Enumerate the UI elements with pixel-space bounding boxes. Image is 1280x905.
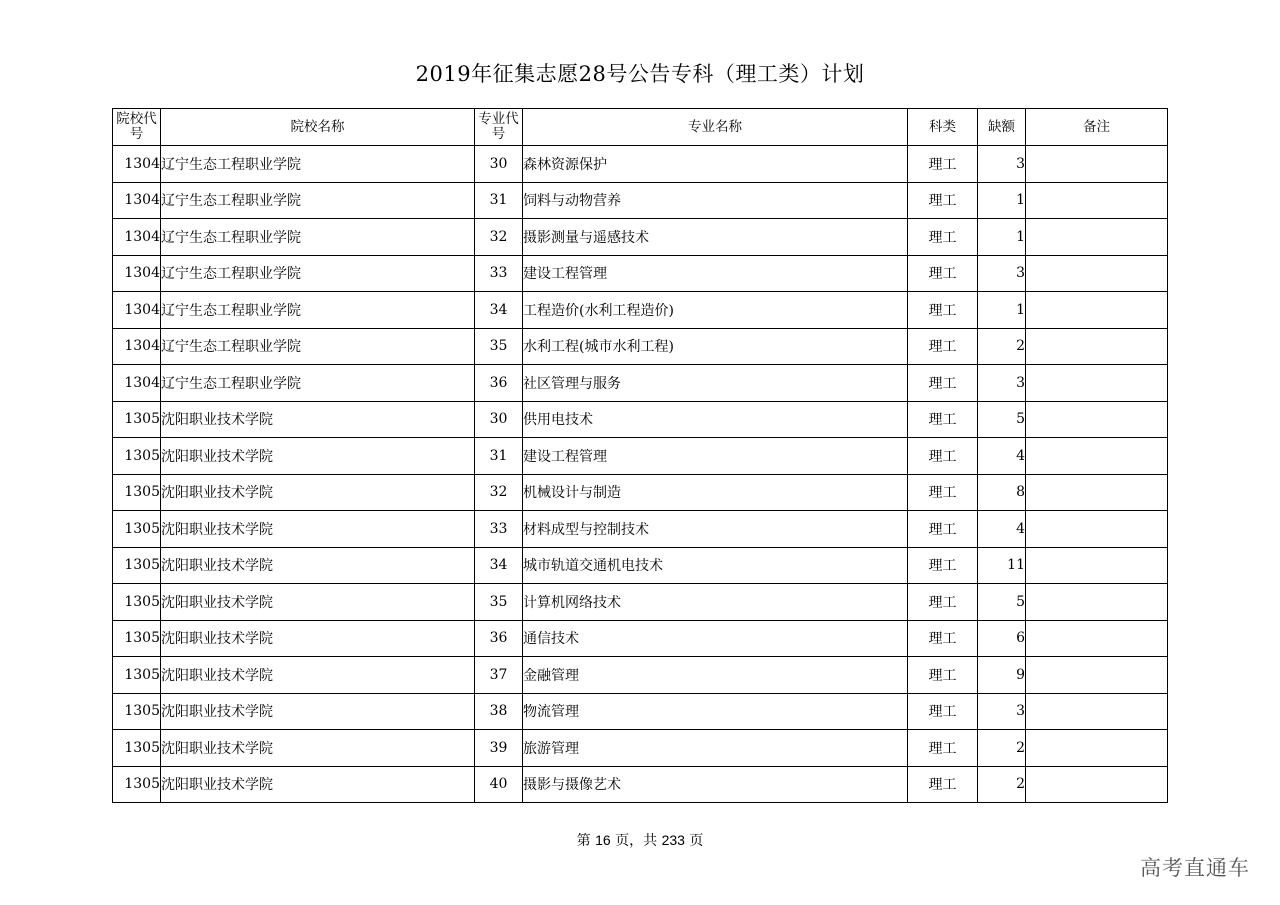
cell-school-code: 1305 — [113, 766, 161, 803]
cell-major-name: 旅游管理 — [523, 730, 908, 767]
cell-quota: 1 — [978, 219, 1026, 256]
cell-remark — [1026, 146, 1168, 183]
cell-major-code: 35 — [475, 328, 523, 365]
cell-school-code: 1304 — [113, 328, 161, 365]
table-row — [113, 474, 1168, 511]
cell-category: 理工 — [908, 620, 978, 657]
cell-major-code: 30 — [475, 146, 523, 183]
cell-school-name: 沈阳职业技术学院 — [161, 511, 475, 548]
cell-quota: 8 — [978, 474, 1026, 511]
cell-category: 理工 — [908, 219, 978, 256]
table-row — [113, 620, 1168, 657]
cell-remark — [1026, 365, 1168, 402]
cell-category: 理工 — [908, 657, 978, 694]
cell-category: 理工 — [908, 365, 978, 402]
cell-major-name: 城市轨道交通机电技术 — [523, 547, 908, 584]
cell-school-name: 沈阳职业技术学院 — [161, 584, 475, 621]
table-row — [113, 401, 1168, 438]
cell-major-code: 38 — [475, 693, 523, 730]
cell-remark — [1026, 620, 1168, 657]
cell-school-name: 辽宁生态工程职业学院 — [161, 219, 475, 256]
cell-school-code: 1305 — [113, 620, 161, 657]
cell-quota: 2 — [978, 730, 1026, 767]
cell-remark — [1026, 766, 1168, 803]
header-remark: 备注 — [1026, 109, 1168, 146]
cell-major-code: 33 — [475, 511, 523, 548]
cell-quota: 2 — [978, 766, 1026, 803]
table-row — [113, 219, 1168, 256]
cell-major-name: 建设工程管理 — [523, 255, 908, 292]
cell-quota: 1 — [978, 292, 1026, 329]
cell-school-code: 1305 — [113, 730, 161, 767]
page-mid: 页，共 — [615, 833, 658, 849]
cell-major-code: 40 — [475, 766, 523, 803]
cell-category: 理工 — [908, 766, 978, 803]
cell-major-code: 35 — [475, 584, 523, 621]
table-row — [113, 292, 1168, 329]
cell-major-code: 39 — [475, 730, 523, 767]
cell-school-name: 辽宁生态工程职业学院 — [161, 292, 475, 329]
cell-remark — [1026, 328, 1168, 365]
cell-school-name: 沈阳职业技术学院 — [161, 401, 475, 438]
table-row — [113, 584, 1168, 621]
total-pages-number: 233 — [661, 832, 685, 848]
cell-quota: 9 — [978, 657, 1026, 694]
cell-major-code: 30 — [475, 401, 523, 438]
header-category: 科类 — [908, 109, 978, 146]
cell-school-name: 沈阳职业技术学院 — [161, 438, 475, 475]
cell-school-name: 辽宁生态工程职业学院 — [161, 182, 475, 219]
cell-school-name: 辽宁生态工程职业学院 — [161, 365, 475, 402]
cell-school-code: 1305 — [113, 584, 161, 621]
cell-school-code: 1305 — [113, 657, 161, 694]
cell-school-code: 1305 — [113, 438, 161, 475]
cell-remark — [1026, 219, 1168, 256]
cell-category: 理工 — [908, 730, 978, 767]
cell-major-name: 金融管理 — [523, 657, 908, 694]
cell-category: 理工 — [908, 146, 978, 183]
cell-school-name: 沈阳职业技术学院 — [161, 766, 475, 803]
cell-school-name: 沈阳职业技术学院 — [161, 547, 475, 584]
cell-school-code: 1304 — [113, 146, 161, 183]
cell-major-code: 32 — [475, 219, 523, 256]
cell-major-name: 建设工程管理 — [523, 438, 908, 475]
cell-category: 理工 — [908, 693, 978, 730]
watermark-text: 高考直通车 — [1140, 856, 1250, 880]
cell-category: 理工 — [908, 255, 978, 292]
cell-school-code: 1305 — [113, 547, 161, 584]
document-title: 2019年征集志愿28号公告专科（理工类）计划 — [415, 62, 865, 86]
cell-school-name: 沈阳职业技术学院 — [161, 620, 475, 657]
header-quota: 缺额 — [978, 109, 1026, 146]
cell-category: 理工 — [908, 547, 978, 584]
cell-major-code: 34 — [475, 292, 523, 329]
table-row — [113, 255, 1168, 292]
cell-category: 理工 — [908, 182, 978, 219]
cell-school-name: 辽宁生态工程职业学院 — [161, 146, 475, 183]
cell-remark — [1026, 730, 1168, 767]
cell-school-code: 1304 — [113, 292, 161, 329]
cell-school-code: 1305 — [113, 474, 161, 511]
cell-major-code: 36 — [475, 620, 523, 657]
cell-major-name: 机械设计与制造 — [523, 474, 908, 511]
cell-school-name: 辽宁生态工程职业学院 — [161, 255, 475, 292]
cell-school-code: 1304 — [113, 255, 161, 292]
table-row — [113, 511, 1168, 548]
table-row — [113, 730, 1168, 767]
cell-quota: 5 — [978, 584, 1026, 621]
cell-major-code: 32 — [475, 474, 523, 511]
cell-quota: 5 — [978, 401, 1026, 438]
cell-category: 理工 — [908, 584, 978, 621]
cell-major-name: 供用电技术 — [523, 401, 908, 438]
cell-remark — [1026, 511, 1168, 548]
cell-major-code: 34 — [475, 547, 523, 584]
cell-quota: 3 — [978, 146, 1026, 183]
cell-major-name: 森林资源保护 — [523, 146, 908, 183]
cell-category: 理工 — [908, 292, 978, 329]
cell-quota: 4 — [978, 438, 1026, 475]
cell-quota: 6 — [978, 620, 1026, 657]
cell-major-code: 31 — [475, 438, 523, 475]
cell-quota: 4 — [978, 511, 1026, 548]
header-major-code: 专业代号 — [475, 109, 523, 146]
cell-school-name: 沈阳职业技术学院 — [161, 693, 475, 730]
header-school-name: 院校名称 — [161, 109, 475, 146]
cell-major-name: 社区管理与服务 — [523, 365, 908, 402]
page-footer — [0, 830, 1280, 850]
cell-category: 理工 — [908, 511, 978, 548]
table-row — [113, 438, 1168, 475]
cell-school-code: 1305 — [113, 511, 161, 548]
cell-remark — [1026, 438, 1168, 475]
cell-major-code: 37 — [475, 657, 523, 694]
cell-remark — [1026, 657, 1168, 694]
cell-major-code: 36 — [475, 365, 523, 402]
cell-major-name: 水利工程(城市水利工程) — [523, 328, 908, 365]
cell-quota: 11 — [978, 547, 1026, 584]
table-row — [113, 693, 1168, 730]
cell-category: 理工 — [908, 438, 978, 475]
cell-remark — [1026, 292, 1168, 329]
current-page-number: 16 — [595, 832, 611, 848]
table-row — [113, 365, 1168, 402]
cell-school-name: 沈阳职业技术学院 — [161, 730, 475, 767]
cell-remark — [1026, 693, 1168, 730]
cell-remark — [1026, 474, 1168, 511]
enrollment-plan-table — [112, 108, 1168, 803]
cell-school-name: 沈阳职业技术学院 — [161, 474, 475, 511]
cell-major-name: 摄影测量与遥感技术 — [523, 219, 908, 256]
cell-remark — [1026, 547, 1168, 584]
table-row — [113, 328, 1168, 365]
cell-school-code: 1304 — [113, 182, 161, 219]
cell-school-code: 1304 — [113, 219, 161, 256]
table-row — [113, 547, 1168, 584]
cell-major-name: 通信技术 — [523, 620, 908, 657]
cell-major-name: 材料成型与控制技术 — [523, 511, 908, 548]
header-major-name: 专业名称 — [523, 109, 908, 146]
cell-major-name: 工程造价(水利工程造价) — [523, 292, 908, 329]
table-row — [113, 657, 1168, 694]
table-header-row — [113, 109, 1168, 146]
cell-remark — [1026, 255, 1168, 292]
cell-major-code: 31 — [475, 182, 523, 219]
cell-school-code: 1305 — [113, 693, 161, 730]
cell-remark — [1026, 584, 1168, 621]
table-row — [113, 182, 1168, 219]
cell-major-name: 物流管理 — [523, 693, 908, 730]
cell-major-name: 计算机网络技术 — [523, 584, 908, 621]
cell-category: 理工 — [908, 401, 978, 438]
table-row — [113, 766, 1168, 803]
cell-major-name: 饲料与动物营养 — [523, 182, 908, 219]
cell-category: 理工 — [908, 474, 978, 511]
cell-school-code: 1304 — [113, 365, 161, 402]
cell-quota: 3 — [978, 365, 1026, 402]
cell-category: 理工 — [908, 328, 978, 365]
cell-school-code: 1305 — [113, 401, 161, 438]
header-school-code: 院校代号 — [113, 109, 161, 146]
cell-school-name: 沈阳职业技术学院 — [161, 657, 475, 694]
cell-quota: 2 — [978, 328, 1026, 365]
cell-school-name: 辽宁生态工程职业学院 — [161, 328, 475, 365]
cell-major-name: 摄影与摄像艺术 — [523, 766, 908, 803]
cell-remark — [1026, 182, 1168, 219]
cell-major-code: 33 — [475, 255, 523, 292]
page-prefix: 第 — [576, 833, 591, 849]
table-row — [113, 146, 1168, 183]
page-suffix: 页 — [689, 833, 704, 849]
cell-remark — [1026, 401, 1168, 438]
cell-quota: 3 — [978, 255, 1026, 292]
cell-quota: 3 — [978, 693, 1026, 730]
cell-quota: 1 — [978, 182, 1026, 219]
